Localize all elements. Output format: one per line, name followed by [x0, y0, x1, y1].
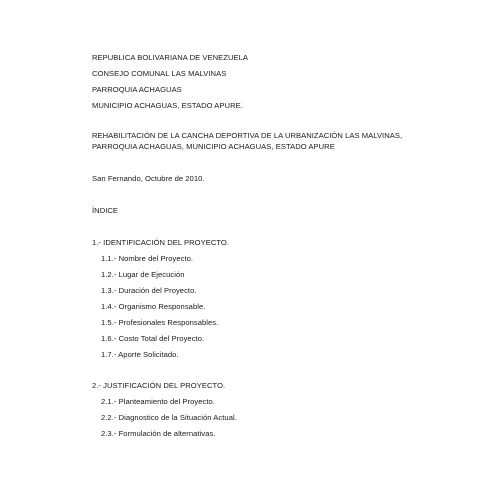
index-item-1-4: 1.4.- Organismo Responsable. — [101, 302, 206, 311]
header-parish: PARROQUIA ACHAGUAS — [92, 85, 182, 94]
project-title-line-2: PARROQUIA ACHAGUAS, MUNICIPIO ACHAGUAS, ESTADO APURE — [92, 142, 335, 151]
project-title-line-1: REHABILITACIÓN DE LA CANCHA DEPORTIVA DE LA URBANIZACIÓN LAS MALVINAS, — [92, 131, 403, 140]
index-item-2-2: 2.2.- Diagnostico de la Situación Actual. — [101, 413, 237, 422]
index-item-1-5: 1.5.- Profesionales Responsables. — [101, 318, 219, 327]
index-item-1-3: 1.3.- Duración del Proyecto. — [101, 286, 197, 295]
header-country: REPUBLICA BOLIVARIANA DE VENEZUELA — [92, 53, 249, 62]
index-item-1-6: 1.6.- Costo Total del Proyecto. — [101, 334, 205, 343]
index-item-2-3: 2.3.- Formulación de alternativas. — [101, 429, 216, 438]
header-municipality: MUNICIPIO ACHAGUAS, ESTADO APURE. — [92, 101, 243, 110]
index-item-1-2: 1.2.- Lugar de Ejecución — [101, 270, 185, 279]
index-title: ÍNDICE — [92, 206, 119, 215]
index-item-1-1: 1.1.- Nombre del Proyecto. — [101, 254, 194, 263]
place-date: San Fernando, Octubre de 2010. — [92, 174, 205, 183]
section-heading-2: 2.- JUSTIFICACIÓN DEL PROYECTO. — [92, 381, 226, 390]
index-item-1-7: 1.7.- Aporte Solicitado. — [101, 350, 179, 359]
index-item-2-1: 2.1.- Planteamiento del Proyecto. — [101, 397, 215, 406]
section-heading-1: 1.- IDENTIFICACIÓN DEL PROYECTO. — [92, 238, 230, 247]
header-council: CONSEJO COMUNAL LAS MALVINAS — [92, 69, 227, 78]
